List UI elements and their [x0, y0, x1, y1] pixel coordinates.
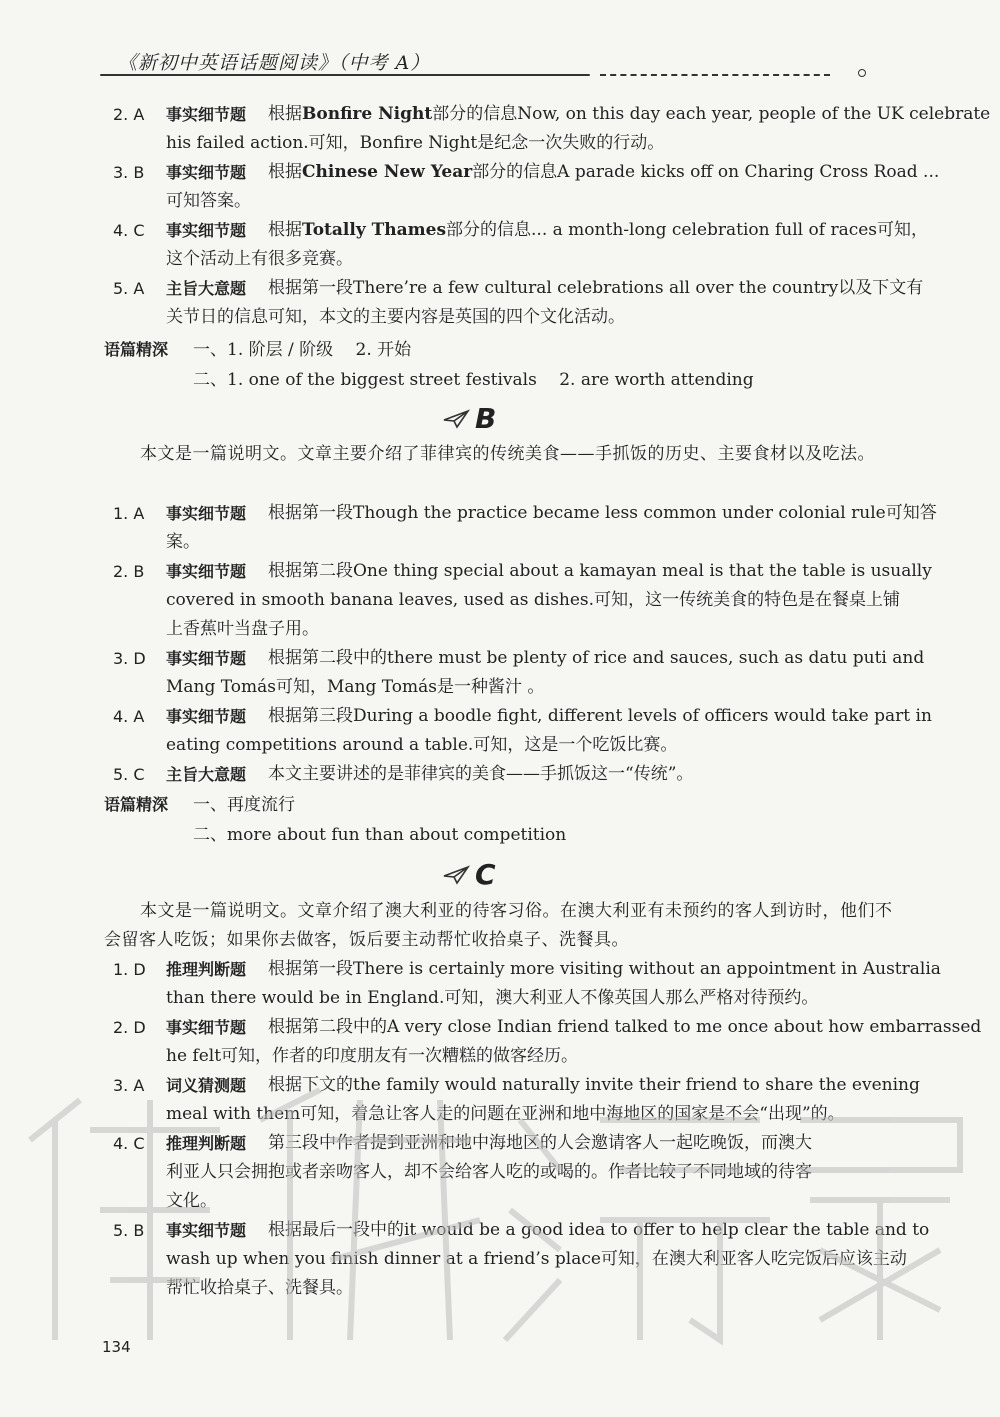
question-category: 事实细节题	[166, 163, 247, 182]
header-circle-icon	[858, 69, 866, 77]
answer-explanation-line: 根据第一段Though the practice became less common under colonial rule可知答	[268, 503, 937, 523]
section-c-letter: C	[475, 858, 496, 891]
question-category: 主旨大意题	[166, 279, 247, 298]
answer-number: 5. C	[113, 765, 145, 784]
section-c-intro: 本文是一篇说明文。文章介绍了澳大利亚的待客习俗。在澳大利亚有未预约的客人到访时，他们不会留客人吃饭；如果你去做客，饭后要主动帮忙收拾桌子、洗餐具。	[104, 901, 893, 950]
question-category: 事实细节题	[166, 649, 247, 668]
header-dashed-rule	[600, 74, 830, 76]
section-a-deep-label: 语篇精深	[104, 340, 169, 359]
answer-explanation-line: 根据第二段中的there must be plenty of rice and sauces, such as datu puti and	[268, 648, 925, 668]
answer-explanation-continued: 关节日的信息可知，本文的主要内容是英国的四个文化活动。	[166, 307, 625, 327]
question-category: 事实细节题	[166, 1018, 247, 1037]
section-b-intro: 本文是一篇说明文。文章主要介绍了菲律宾的传统美食——手抓饭的历史、主要食材以及吃法。	[140, 444, 875, 464]
explanation-text: 根据第一段There’re a few cultural celebrations all over the country以及下文有	[268, 278, 924, 298]
book-title: 《新初中英语话题阅读》（中考 A）	[118, 52, 431, 74]
question-category: 事实细节题	[166, 562, 247, 581]
answer-explanation-continued: 这个活动上有很多竞赛。	[166, 249, 353, 269]
answer-number: 4. A	[113, 707, 145, 726]
keyword: Chinese New Year	[302, 162, 473, 182]
keyword: Totally Thames	[302, 220, 447, 240]
question-category: 事实细节题	[166, 707, 247, 726]
question-category: 事实细节题	[166, 1221, 247, 1240]
answer-explanation-line	[268, 274, 924, 303]
section-a-deep-line2: 二、1. one of the biggest street festivals 2. are worth attending	[193, 370, 754, 390]
answer-explanation-continued: 上香蕉叶当盘子用。	[166, 619, 319, 639]
answer-number: 2. D	[113, 1018, 146, 1037]
answer-explanation-line: 根据最后一段中的it would be a good idea to offer to help clear the table and to	[268, 1220, 930, 1240]
section-b-deep-line1: 一、再度流行	[193, 795, 295, 815]
question-category: 事实细节题	[166, 221, 247, 240]
answer-explanation-continued: 案。	[166, 532, 200, 552]
answer-explanation-continued: 帮忙收拾桌子、洗餐具。	[166, 1278, 353, 1298]
paper-plane-icon	[443, 866, 469, 884]
question-category: 推理判断题	[166, 1134, 247, 1153]
answer-number: 5. A	[113, 279, 145, 298]
question-category: 推理判断题	[166, 960, 247, 979]
answer-explanation-continued: wash up when you finish dinner at a friend’s place可知，在澳大利亚客人吃完饭后应该主动	[166, 1249, 907, 1269]
answer-explanation-line	[268, 158, 940, 187]
explanation-text: 根据	[268, 104, 302, 124]
header-rule	[100, 74, 590, 76]
answer-explanation-line: 根据第三段During a boodle fight, different levels of officers would take part in	[268, 706, 932, 726]
answer-number: 2. B	[113, 562, 145, 581]
question-category: 词义猜测题	[166, 1076, 247, 1095]
page-number: 134	[102, 1338, 131, 1356]
answer-explanation-continued: Mang Tomás可知，Mang Tomás是一种酱汁 。	[166, 677, 545, 697]
answer-number: 3. B	[113, 163, 145, 182]
answer-explanation-continued: 文化。	[166, 1191, 217, 1211]
answer-number: 2. A	[113, 105, 145, 124]
answer-explanation-line: 本文主要讲述的是菲律宾的美食——手抓饭这一“传统”。	[268, 764, 694, 784]
question-category: 主旨大意题	[166, 765, 247, 784]
section-b-heading	[475, 402, 496, 435]
answer-explanation-line: 第三段中作者提到亚洲和地中海地区的人会邀请客人一起吃晚饭，而澳大	[268, 1133, 812, 1153]
answer-number: 3. A	[113, 1076, 145, 1095]
section-c-heading	[475, 858, 496, 891]
answer-explanation-line: 根据第一段There is certainly more visiting without an appointment in Australia	[268, 959, 941, 979]
paper-plane-icon	[443, 410, 469, 428]
answer-explanation-continued: 利亚人只会拥抱或者亲吻客人，却不会给客人吃的或喝的。作者比较了不同地域的待客	[166, 1162, 812, 1182]
answer-explanation-line	[268, 100, 991, 129]
answer-explanation-continued: meal with them可知，着急让客人走的问题在亚洲和地中海地区的国家是不会“出现”的。	[166, 1104, 845, 1124]
explanation-text: 根据	[268, 220, 302, 240]
answer-explanation-line: 根据第二段中的A very close Indian friend talked to me once about how embarrassed	[268, 1017, 982, 1037]
answer-explanation-continued: his failed action.可知，Bonfire Night是纪念一次失败的行动。	[166, 133, 665, 153]
answer-number: 4. C	[113, 1134, 145, 1153]
answer-explanation-continued: eating competitions around a table.可知，这是一个吃饭比赛。	[166, 735, 678, 755]
explanation-text: 根据	[268, 162, 302, 182]
section-b-letter: B	[475, 402, 497, 435]
explanation-text: 部分的信息A parade kicks off on Charing Cross Road ...	[472, 162, 940, 182]
answer-explanation-continued: 可知答案。	[166, 191, 251, 211]
answer-explanation-line: 根据下文的the family would naturally invite their friend to share the evening	[268, 1075, 920, 1095]
answer-explanation-line	[268, 216, 929, 245]
answer-number: 5. B	[113, 1221, 145, 1240]
section-b-deep-label: 语篇精深	[104, 795, 169, 814]
question-category: 事实细节题	[166, 105, 247, 124]
answer-explanation-continued: he felt可知，作者的印度朋友有一次糟糕的做客经历。	[166, 1046, 579, 1066]
answer-number: 3. D	[113, 649, 146, 668]
keyword: Bonfire Night	[302, 104, 433, 124]
explanation-text: 部分的信息... a month-long celebration full of races可知，	[446, 220, 929, 240]
explanation-text: 部分的信息Now, on this day each year, people of the UK celebrate	[432, 104, 991, 124]
question-category: 事实细节题	[166, 504, 247, 523]
answer-explanation-continued: than there would be in England.可知，澳大利亚人不像英国人那么严格对待预约。	[166, 988, 819, 1008]
answer-number: 4. C	[113, 221, 145, 240]
answer-explanation-line: 根据第二段One thing special about a kamayan meal is that the table is usually	[268, 561, 932, 581]
answer-explanation-continued: covered in smooth banana leaves, used as dishes.可知，这一传统美食的特色是在餐桌上铺	[166, 590, 901, 610]
section-a-deep-line1: 一、1. 阶层 / 阶级 2. 开始	[193, 340, 412, 360]
page-header	[100, 44, 790, 84]
answer-number: 1. A	[113, 504, 145, 523]
section-b-deep-line2: 二、more about fun than about competition	[193, 825, 567, 845]
answer-number: 1. D	[113, 960, 146, 979]
